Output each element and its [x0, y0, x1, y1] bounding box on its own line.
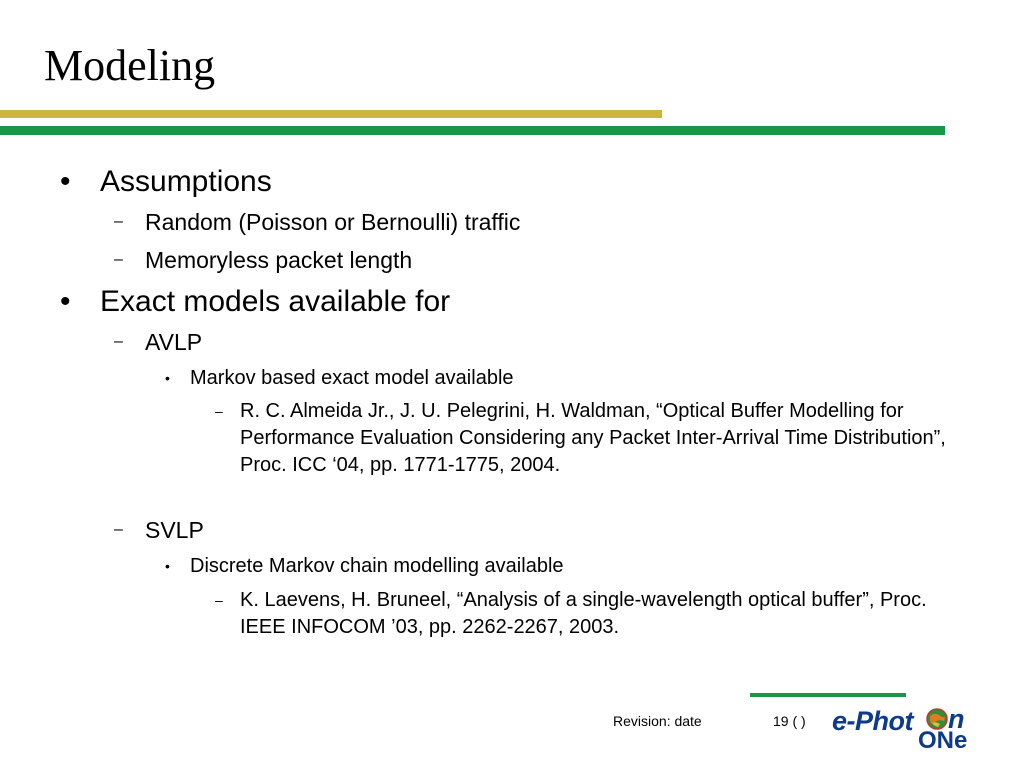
item-markov-exact-model: Markov based exact model available — [190, 367, 514, 389]
subbullet-random-traffic: Random (Poisson or Bernoulli) traffic — [145, 209, 521, 235]
dash-marker: – — [215, 592, 223, 608]
logo-text-main: e-Phot — [832, 706, 913, 736]
reference-laevens: K. Laevens, H. Bruneel, “Analysis of a single-wavelength optical buffer”, Proc. IEEE INFOCOM ’03, pp. 2262-2267, 2003. — [240, 589, 927, 638]
item-discrete-markov: Discrete Markov chain modelling available — [190, 555, 564, 577]
dash-marker: – — [114, 521, 123, 538]
logo-text-n: n — [948, 704, 965, 734]
bullet-assumptions: Assumptions — [100, 165, 272, 198]
bullet-marker: • — [165, 558, 170, 574]
subbullet-memoryless-length: Memoryless packet length — [145, 247, 413, 273]
footer-accent-line — [750, 693, 906, 697]
slide-title: Modeling — [44, 41, 216, 90]
dash-marker: – — [114, 333, 123, 350]
dash-marker: – — [215, 403, 223, 419]
subbullet-svlp: SVLP — [145, 517, 204, 543]
bullet-marker: • — [60, 165, 71, 198]
bullet-marker: • — [165, 370, 170, 386]
bullet-exact-models: Exact models available for — [100, 285, 451, 318]
subbullet-avlp: AVLP — [145, 329, 203, 355]
logo-text-one: ONe — [918, 727, 968, 754]
e-photon-one-logo — [832, 706, 992, 754]
reference-almeida: R. C. Almeida Jr., J. U. Pelegrini, H. Waldman, “Optical Buffer Modelling for Performance Evaluation Considering any Packet Inter-Arrival Time Distribution”, Proc. ICC ‘04, pp. 1771-1775, 2004. — [240, 400, 946, 476]
footer-page-number: 19 ( ) — [773, 713, 806, 729]
bullet-marker: • — [60, 285, 71, 318]
dash-marker: – — [114, 213, 123, 230]
dash-marker: – — [114, 251, 123, 268]
footer-revision: Revision: date — [613, 713, 702, 729]
